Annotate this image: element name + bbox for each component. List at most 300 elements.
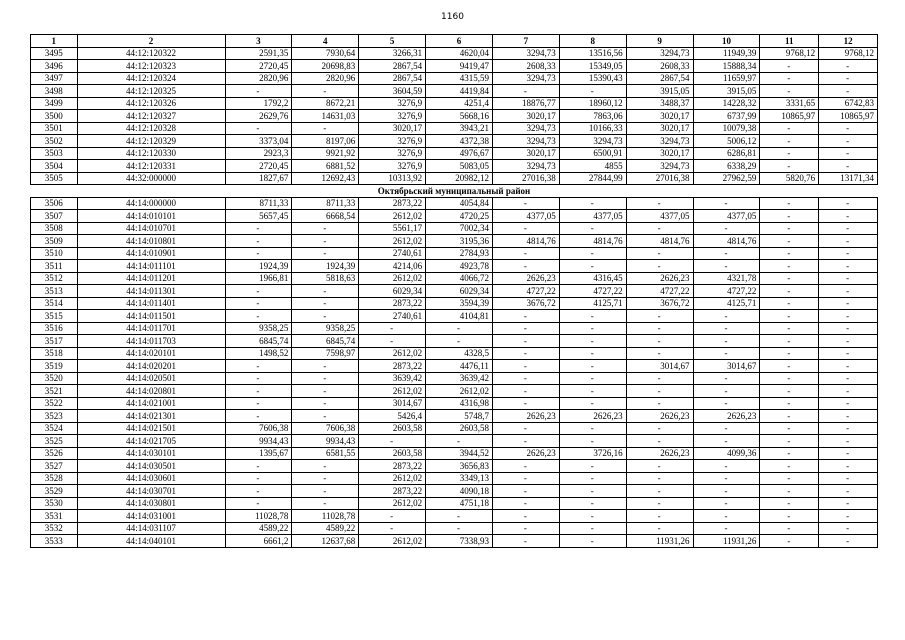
table-cell: - [292,385,359,398]
table-cell: 2873,22 [359,485,426,498]
table-cell: - [426,435,493,448]
table-cell: 4751,18 [426,497,493,510]
table-cell: - [626,422,693,435]
table-cell: - [492,347,559,360]
column-header: 4 [292,35,359,48]
table-cell: 4372,38 [426,135,493,148]
table-cell: - [559,485,626,498]
table-cell: 44:12:120327 [77,110,225,123]
table-cell: 4125,71 [559,297,626,310]
table-cell: - [559,385,626,398]
table-cell: - [819,160,878,173]
table-cell: - [819,522,878,535]
table-cell: 44:14:011701 [77,322,225,335]
table-cell: 3488,37 [626,97,693,110]
table-cell: 4316,45 [559,272,626,285]
table-row [31,160,878,173]
table-cell: 2612,02 [359,472,426,485]
table-cell: 5820,76 [760,172,819,185]
table-cell: - [819,385,878,398]
table-cell: - [819,60,878,73]
table-cell: - [225,385,292,398]
table-cell: - [292,247,359,260]
table-cell: - [559,260,626,273]
header-row [31,35,878,48]
table-cell: 2626,23 [626,410,693,423]
table-cell: - [760,72,819,85]
table-row [31,197,878,210]
table-cell: 3520 [31,372,78,385]
table-cell: 2626,23 [626,447,693,460]
table-cell: 15390,43 [559,72,626,85]
table-cell: 5657,45 [225,210,292,223]
table-cell: 3676,72 [492,297,559,310]
table-cell: - [693,510,760,523]
table-cell: - [492,535,559,548]
table-cell: 3020,17 [626,122,693,135]
table-cell: 3294,73 [492,47,559,60]
table-cell: 44:14:011501 [77,310,225,323]
table-cell: 3276,9 [359,110,426,123]
table-cell: - [819,497,878,510]
table-cell: - [292,85,359,98]
table-cell: 3294,73 [626,135,693,148]
table-cell: - [760,460,819,473]
table-cell: 3501 [31,122,78,135]
table-cell: 4316,98 [426,397,493,410]
table-cell: 44:14:011301 [77,285,225,298]
table-cell: - [559,222,626,235]
table-cell: 2608,33 [492,60,559,73]
table-row [31,235,878,248]
table-cell: 1792,2 [225,97,292,110]
table-cell: 44:14:021001 [77,397,225,410]
table-cell: 3594,39 [426,297,493,310]
table-cell: - [626,510,693,523]
table-cell: 3497 [31,72,78,85]
table-cell: - [225,372,292,385]
table-cell: 44:14:021705 [77,435,225,448]
table-cell: 3020,17 [359,122,426,135]
table-cell: - [559,460,626,473]
table-cell: 2626,23 [626,272,693,285]
table-cell: 14631,03 [292,110,359,123]
table-cell: 10865,97 [760,110,819,123]
table-cell: 44:14:011703 [77,335,225,348]
table-cell: - [292,285,359,298]
table-cell: - [492,335,559,348]
table-cell: 3511 [31,260,78,273]
table-cell: - [819,210,878,223]
table-cell: 20698,83 [292,60,359,73]
table-cell: 8672,21 [292,97,359,110]
table-cell: 44:12:120322 [77,47,225,60]
table-cell: 4104,81 [426,310,493,323]
table-cell: 2603,58 [359,447,426,460]
table-cell: - [760,497,819,510]
table-cell: - [819,335,878,348]
table-cell: 1395,67 [225,447,292,460]
table-cell: - [426,322,493,335]
table-cell: 3020,17 [492,110,559,123]
table-cell: 2591,35 [225,47,292,60]
table-cell: - [819,435,878,448]
table-cell: - [819,135,878,148]
table-cell: - [760,447,819,460]
column-header: 5 [359,35,426,48]
table-cell: 44:12:120323 [77,60,225,73]
table-cell: - [626,322,693,335]
table-cell: - [693,497,760,510]
table-cell: 1827,67 [225,172,292,185]
table-cell: 3526 [31,447,78,460]
table-cell: 44:14:030501 [77,460,225,473]
table-cell: 9768,12 [819,47,878,60]
table-cell: 3505 [31,172,78,185]
table-cell: 3639,42 [426,372,493,385]
table-row [31,410,878,423]
table-cell: - [760,472,819,485]
table-cell: - [819,85,878,98]
table-cell: - [693,347,760,360]
table-cell: - [819,372,878,385]
table-cell: 3294,73 [492,160,559,173]
table-row [31,210,878,223]
table-cell: 2612,02 [426,385,493,398]
table-cell: 3276,9 [359,97,426,110]
table-row [31,110,878,123]
table-cell: 4377,05 [693,210,760,223]
table-row [31,297,878,310]
table-row [31,372,878,385]
table-cell: 3944,52 [426,447,493,460]
table-cell: 2612,02 [359,210,426,223]
table-cell: 2612,02 [359,497,426,510]
table-cell: 3522 [31,397,78,410]
table-cell: 3504 [31,160,78,173]
table-cell: 2873,22 [359,197,426,210]
table-cell: - [819,297,878,310]
table-cell: 2612,02 [359,272,426,285]
table-cell: 44:14:011201 [77,272,225,285]
table-cell: 44:14:020101 [77,347,225,360]
table-cell: 4727,22 [626,285,693,298]
table-row [31,435,878,448]
table-cell: 2720,45 [225,60,292,73]
table-cell: 44:12:120328 [77,122,225,135]
table-cell: 9358,25 [225,322,292,335]
table-cell: 4419,84 [426,85,493,98]
table-cell: - [492,360,559,373]
table-cell: - [819,122,878,135]
table-cell: - [426,510,493,523]
table-cell: 6338,29 [693,160,760,173]
table-cell: - [492,385,559,398]
table-cell: 27016,38 [626,172,693,185]
table-cell: 4125,71 [693,297,760,310]
table-row [31,135,878,148]
table-cell: - [626,497,693,510]
table-cell: 2784,93 [426,247,493,260]
table-cell: 4727,22 [492,285,559,298]
table-cell: 7606,38 [225,422,292,435]
table-cell: 3276,9 [359,135,426,148]
table-cell: - [559,422,626,435]
table-cell: 6845,74 [292,335,359,348]
table-cell: - [693,310,760,323]
table-cell: 3294,73 [626,47,693,60]
table-cell: 11028,78 [292,510,359,523]
table-row [31,147,878,160]
table-cell: - [292,122,359,135]
table-cell: - [819,447,878,460]
table-cell: - [760,235,819,248]
table-cell: 11659,97 [693,72,760,85]
column-header: 8 [559,35,626,48]
table-cell: - [819,422,878,435]
table-cell: 5561,17 [359,222,426,235]
table-cell: 12637,68 [292,535,359,548]
table-cell: - [760,385,819,398]
table-cell: 18876,77 [492,97,559,110]
table-cell: - [760,485,819,498]
table-cell: 1924,39 [225,260,292,273]
table-cell: 3500 [31,110,78,123]
table-cell: - [760,335,819,348]
table-cell: 2603,58 [359,422,426,435]
table-cell: 10313,92 [359,172,426,185]
table-cell: - [626,335,693,348]
table-cell: 7863,06 [559,110,626,123]
table-cell: - [819,72,878,85]
table-cell: 2820,96 [225,72,292,85]
table-cell: - [292,460,359,473]
table-cell: - [426,335,493,348]
table-cell: - [559,197,626,210]
table-cell: 6737,99 [693,110,760,123]
column-header: 1 [31,35,78,48]
table-cell: - [559,535,626,548]
table-cell: 44:14:031001 [77,510,225,523]
table-cell: 3294,73 [492,135,559,148]
table-cell: 4727,22 [693,285,760,298]
table-cell: 3495 [31,47,78,60]
table-cell: 2873,22 [359,360,426,373]
table-cell: - [760,322,819,335]
table-cell: 3294,73 [492,122,559,135]
table-cell: 4814,76 [559,235,626,248]
table-row [31,310,878,323]
table-row [31,360,878,373]
table-cell: 4377,05 [492,210,559,223]
table-cell: - [426,522,493,535]
table-cell: 3496 [31,60,78,73]
table-cell: 44:14:021501 [77,422,225,435]
table-cell: 15349,05 [559,60,626,73]
table-cell: - [492,497,559,510]
table-cell: 3676,72 [626,297,693,310]
table-cell: - [626,472,693,485]
table-cell: - [492,260,559,273]
table-row [31,335,878,348]
table-cell: 6742,83 [819,97,878,110]
table-cell: - [492,485,559,498]
table-cell: - [819,410,878,423]
table-cell: 2626,23 [492,447,559,460]
table-cell: 44:12:120324 [77,72,225,85]
table-cell: 3515 [31,310,78,323]
table-row [31,272,878,285]
table-cell: - [693,522,760,535]
table-cell: 3513 [31,285,78,298]
table-cell: - [693,485,760,498]
table-cell: 4251,4 [426,97,493,110]
table-cell: 2873,22 [359,297,426,310]
table-cell: - [693,372,760,385]
table-cell: - [819,460,878,473]
table-cell: - [492,372,559,385]
table-cell: - [225,285,292,298]
table-cell: - [819,310,878,323]
table-row [31,510,878,523]
table-cell: 3519 [31,360,78,373]
table-row [31,172,878,185]
table-cell: 3014,67 [693,360,760,373]
table-cell: 44:32:000000 [77,172,225,185]
table-cell: 3195,36 [426,235,493,248]
table-cell: 20982,12 [426,172,493,185]
table-cell: - [693,385,760,398]
table-cell: 4620,04 [426,47,493,60]
table-cell: - [760,522,819,535]
table-cell: 3528 [31,472,78,485]
table-cell: - [760,435,819,448]
table-cell: 3512 [31,272,78,285]
table-cell: - [225,472,292,485]
table-cell: - [359,435,426,448]
page-number: 1160 [441,12,464,22]
table-cell: 7598,97 [292,347,359,360]
table-cell: 9934,43 [225,435,292,448]
table-cell: 3523 [31,410,78,423]
table-cell: 15888,34 [693,60,760,73]
table-cell: 9419,47 [426,60,493,73]
table-cell: 44:14:020201 [77,360,225,373]
table-cell: 5818,63 [292,272,359,285]
table-cell: - [693,222,760,235]
table-row [31,85,878,98]
table-row [31,460,878,473]
table-cell: - [559,397,626,410]
table-cell: - [292,485,359,498]
table-cell: - [760,135,819,148]
table-cell: - [559,497,626,510]
table-cell: - [225,85,292,98]
table-cell: 2626,23 [559,410,626,423]
table-cell: - [626,197,693,210]
table-cell: 3276,9 [359,147,426,160]
table-cell: - [760,535,819,548]
table-cell: - [225,460,292,473]
table-cell: - [760,397,819,410]
table-cell: 9358,25 [292,322,359,335]
column-header: 10 [693,35,760,48]
table-cell: 44:14:030601 [77,472,225,485]
table-cell: 2603,58 [426,422,493,435]
table-cell: 3915,05 [626,85,693,98]
table-cell: - [559,247,626,260]
table-cell: 4054,84 [426,197,493,210]
column-header: 2 [77,35,225,48]
table-cell: 4321,78 [693,272,760,285]
table-cell: - [760,285,819,298]
table-cell: 3020,17 [626,110,693,123]
table-cell: - [359,522,426,535]
table-row [31,397,878,410]
table-cell: 6845,74 [225,335,292,348]
table-cell: - [626,460,693,473]
table-cell: 3499 [31,97,78,110]
table-cell: 2867,54 [359,60,426,73]
table-cell: 44:14:011101 [77,260,225,273]
table-cell: - [760,410,819,423]
table-cell: 27016,38 [492,172,559,185]
table-cell: 44:14:040101 [77,535,225,548]
data-table [30,34,878,548]
table-cell: - [626,310,693,323]
table-cell: 14228,32 [693,97,760,110]
table-cell: - [359,322,426,335]
section-title: Октябрьский муниципальный район [31,185,878,198]
table-cell: - [760,372,819,385]
column-header: 3 [225,35,292,48]
table-cell: - [819,285,878,298]
table-cell: - [492,510,559,523]
table-cell: 3524 [31,422,78,435]
table-row [31,222,878,235]
table-cell: 44:14:030801 [77,497,225,510]
table-cell: - [359,335,426,348]
table-cell: 2626,23 [693,410,760,423]
table-cell: - [760,297,819,310]
table-cell: 4377,05 [626,210,693,223]
table-cell: - [693,460,760,473]
column-header: 11 [760,35,819,48]
table-cell: 4328,5 [426,347,493,360]
table-cell: 3529 [31,485,78,498]
table-cell: 5748,7 [426,410,493,423]
table-cell: - [626,522,693,535]
table-cell: - [693,260,760,273]
table-cell: - [225,497,292,510]
table-cell: 5006,12 [693,135,760,148]
table-cell: 2740,61 [359,310,426,323]
table-cell: - [693,472,760,485]
table-cell: 4589,22 [292,522,359,535]
table-cell: - [760,360,819,373]
table-cell: 44:14:031107 [77,522,225,535]
table-cell: - [819,222,878,235]
table-cell: 4090,18 [426,485,493,498]
table-cell: 12692,43 [292,172,359,185]
table-cell: 4814,76 [693,235,760,248]
table-cell: 44:12:120329 [77,135,225,148]
table-cell: 4727,22 [559,285,626,298]
table-cell: 3294,73 [492,72,559,85]
table-cell: - [819,510,878,523]
table-cell: - [492,322,559,335]
table-cell: 44:14:010701 [77,222,225,235]
